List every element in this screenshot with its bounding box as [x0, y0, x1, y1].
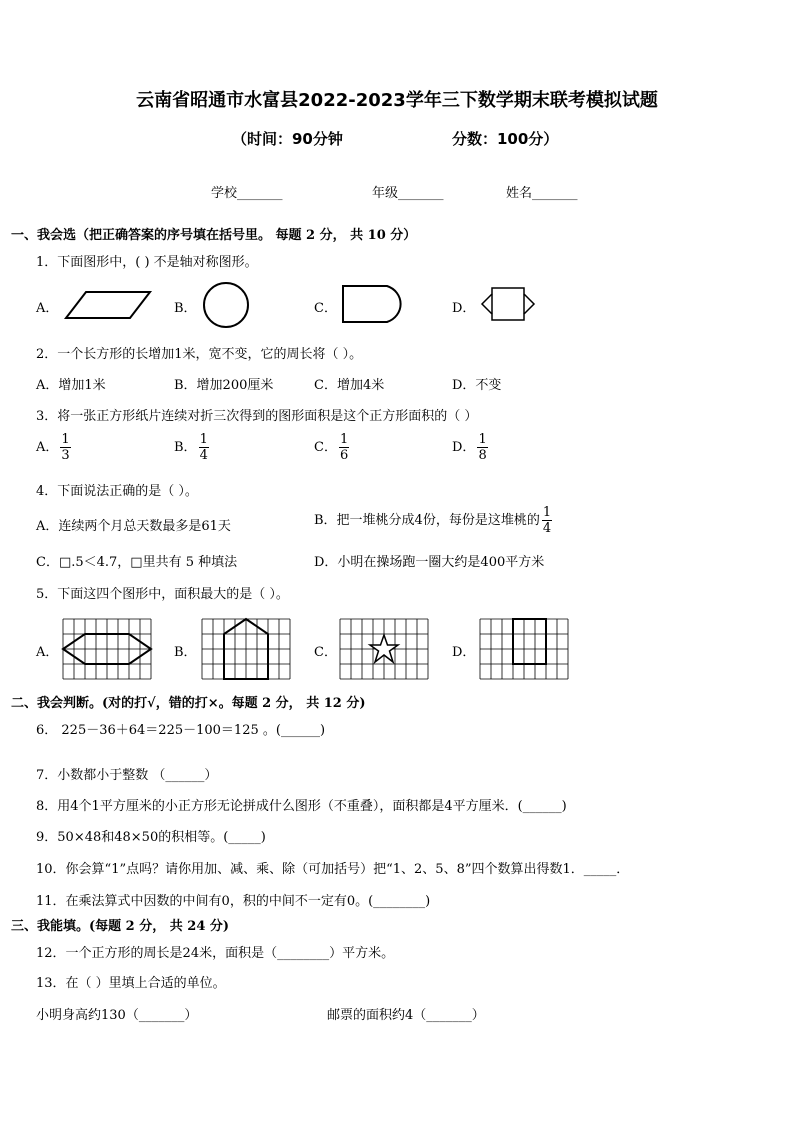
q4-option-b: B．把一堆桃分成4份，每份是这堆桃的 $\frac{1}{4}$ — [314, 505, 552, 536]
q3-b-label: B． — [174, 440, 197, 455]
q5-option-a: A． — [36, 645, 59, 660]
grid-house-icon — [202, 619, 290, 679]
q4-option-c: C．□.5＜4.7，□里共有 5 种填法 — [36, 555, 238, 570]
q1-option-b: B． — [174, 301, 197, 316]
q3-c-fraction: $\frac{1}{6}$ — [339, 432, 349, 463]
question-4: 4．下面说法正确的是（ ）。 — [36, 484, 198, 499]
circle-icon — [202, 282, 252, 328]
score-label: 分数：100分） — [452, 130, 559, 148]
q5-option-b: B． — [174, 645, 197, 660]
q3-option-a — [36, 432, 71, 463]
section-3-heading: 三、我能填。(每题 2 分， 共 24 分) — [11, 919, 230, 934]
question-13: 13．在（ ）里填上合适的单位。 — [36, 976, 226, 991]
q4-option-a: A．连续两个月总天数最多是61天 — [36, 519, 231, 534]
name-field: 姓名_______ — [506, 186, 578, 201]
q2-option-d: D．不变 — [452, 378, 502, 393]
q5-option-d: D． — [452, 645, 476, 660]
question-6: 6． 225－36＋64＝225－100＝125 。(______) — [36, 723, 326, 738]
q3-a-label: A． — [36, 440, 59, 455]
question-9: 9．50×48和48×50的积相等。(_____) — [36, 830, 266, 845]
q3-d-fraction: $\frac{1}{8}$ — [478, 432, 487, 463]
question-11: 11．在乘法算式中因数的中间有0，积的中间不一定有0。(________) — [36, 894, 431, 909]
grid-hexagon-icon — [63, 619, 151, 679]
section-2-heading: 二、我会判断。(对的打√，错的打×。每题 2 分， 共 12 分) — [11, 696, 366, 711]
q4-b-fraction: $\frac{1}{4}$ — [542, 505, 552, 536]
q13-item-height: 小明身高约130（_______） — [36, 1008, 198, 1023]
q1-option-c: C． — [314, 301, 337, 316]
q2-option-a: A．增加1米 — [36, 378, 106, 393]
q13-item-stamp: 邮票的面积约4（_______） — [327, 1008, 485, 1023]
q3-option-d — [452, 432, 488, 463]
question-2: 2．一个长方形的长增加1米，宽不变，它的周长将（ ）。 — [36, 347, 363, 362]
grid-rectangle-icon — [480, 619, 568, 679]
question-8: 8．用4个1平方厘米的小正方形无论拼成什么图形（不重叠），面积都是4平方厘米．(______) — [36, 799, 567, 814]
question-12: 12．一个正方形的周长是24米，面积是（________）平方米。 — [36, 946, 395, 961]
q3-option-c — [314, 432, 349, 463]
q3-d-label: D． — [452, 440, 476, 455]
parallelogram-icon — [66, 290, 156, 320]
page-title: 云南省昭通市水富县2022-2023学年三下数学期末联考模拟试题 — [136, 90, 658, 111]
q3-option-b — [174, 432, 209, 463]
q3-b-fraction: $\frac{1}{4}$ — [199, 432, 208, 463]
question-10: 10．你会算“1”点吗？请你用加、减、乘、除（可加括号）把“1、2、5、8”四个数算出得数1．_____． — [36, 862, 630, 877]
school-field: 学校_______ — [211, 186, 283, 201]
q1-option-d: D． — [452, 301, 476, 316]
q2-option-c: C．增加4米 — [314, 378, 385, 393]
q5-option-c: C． — [314, 645, 337, 660]
semicircle-rect-icon — [342, 285, 412, 325]
q2-option-b: B．增加200厘米 — [174, 378, 274, 393]
grade-field: 年级_______ — [372, 186, 444, 201]
question-5: 5．下面这四个图形中，面积最大的是（ ）。 — [36, 587, 289, 602]
q4-option-d: D．小明在操场跑一圈大约是400平方米 — [314, 555, 545, 570]
question-3: 3．将一张正方形纸片连续对折三次得到的图形面积是这个正方形面积的（ ） — [36, 409, 478, 424]
section-1-heading: 一、我会选（把正确答案的序号填在括号里。 每题 2 分， 共 10 分） — [11, 228, 417, 243]
q3-c-label: C． — [314, 440, 337, 455]
question-1: 1．下面图形中，( ) 不是轴对称图形。 — [36, 255, 258, 270]
cross-arrow-icon — [476, 284, 540, 326]
q1-option-a: A． — [36, 301, 59, 316]
question-7: 7．小数都小于整数 （______） — [36, 768, 218, 783]
q3-a-fraction: $\frac{1}{3}$ — [61, 432, 70, 463]
grid-star-icon — [340, 619, 428, 679]
time-label: （时间：90分钟 — [232, 130, 343, 148]
